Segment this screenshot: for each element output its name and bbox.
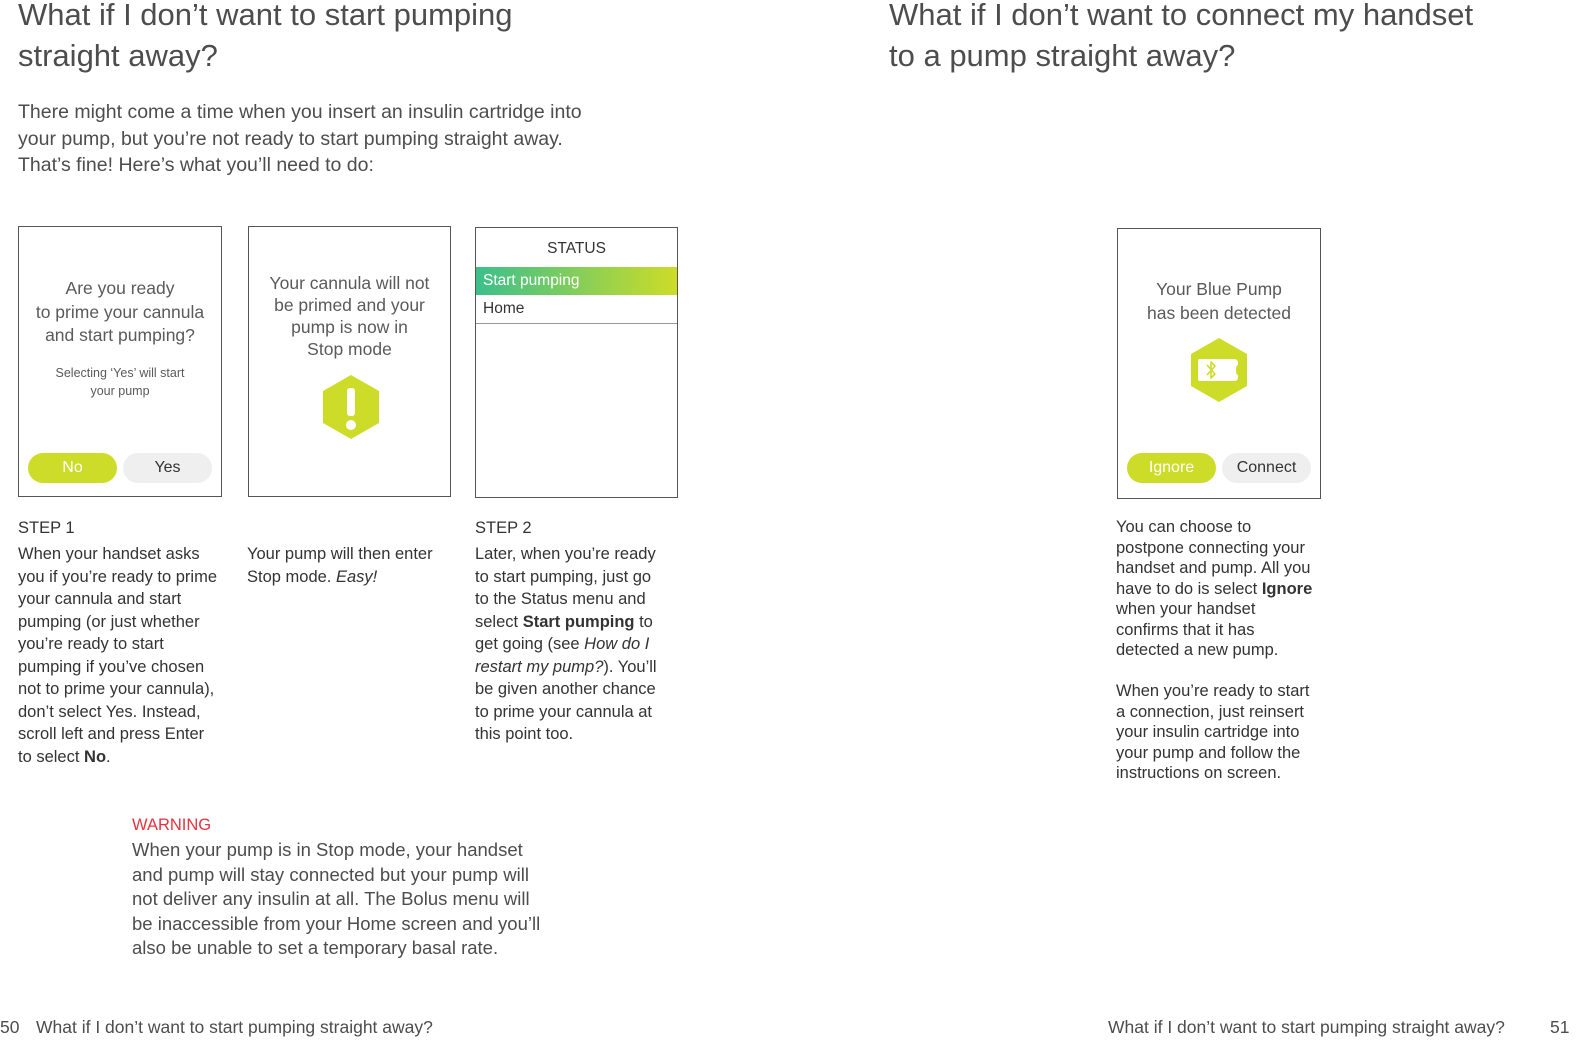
step2-text-italic: How do I restart my pump? (475, 635, 650, 676)
step2-text-1: Later, when you’re ready to start pumping, just go to the Status menu and select (475, 545, 656, 631)
handset-screen-stop-mode (248, 226, 451, 497)
handset-screen-status-menu (475, 227, 678, 498)
right-heading: What if I don’t want to connect my handset to a pump straight away? (889, 0, 1474, 73)
step1-label: STEP 1 (18, 519, 75, 537)
step1-text-end: . (106, 747, 111, 766)
yes-button[interactable]: Yes (123, 453, 212, 483)
step2-label: STEP 2 (475, 519, 532, 537)
left-heading: What if I don’t want to start pumping straight away? (18, 0, 513, 73)
bluetooth-pump-icon (1190, 337, 1248, 403)
step2-text-3: ). You’ll be given another chance to prime your cannula at this point too. (475, 657, 657, 743)
step2-text-2: to get going (see (475, 612, 653, 653)
step2-text-bold: Start pumping (522, 612, 635, 631)
step2-text (475, 543, 667, 746)
status-menu-header: STATUS (547, 240, 606, 257)
right-footer-title: What if I don’t want to start pumping straight away? (1108, 1017, 1505, 1037)
left-intro: There might come a time when you insert an insulin cartridge into your pump, but you’re not ready to start pumping straight away. That’s fine! Here’s what you’ll need to do: (18, 101, 582, 176)
menu-item-start-pumping[interactable]: Start pumping (476, 267, 677, 295)
no-button[interactable]: No (28, 453, 117, 483)
pump-detected-title: Your Blue Pump has been detected (1146, 279, 1291, 323)
connect-button[interactable]: Connect (1222, 453, 1311, 483)
right-para1-end: when your handset confirms that it has detected a new pump. (1116, 600, 1279, 659)
stop-mode-caption-text: Your pump will then enter Stop mode. (247, 545, 433, 586)
warning-hexagon-icon (322, 374, 380, 440)
right-para1-bold: Ignore (1261, 579, 1313, 598)
stop-mode-caption (247, 543, 452, 588)
step1-text (18, 543, 220, 768)
right-para1 (1116, 517, 1321, 661)
right-para1-text: You can choose to postpone connecting your handset and pump. All you have to do is select (1116, 518, 1311, 598)
right-para2: When you’re ready to start a connection, just reinsert your insulin cartridge into your pump and follow the instructions on screen. (1116, 682, 1310, 782)
handset-screen-pump-detected (1117, 228, 1321, 499)
step1-text-main: When your handset asks you if you’re ready to prime your cannula and start pumping (or just whether you’re ready to start pumping if you’ve chosen not to prime your cannula), don’t select Yes. Instead, scroll left and press Enter to select (18, 545, 218, 766)
handset-screen-prime-prompt (18, 226, 222, 497)
left-footer-title: What if I don’t want to start pumping straight away? (36, 1017, 433, 1037)
warning-label: WARNING (132, 816, 212, 834)
menu-item-home[interactable]: Home (476, 295, 677, 324)
step1-text-bold: No (84, 747, 107, 766)
right-page-number: 51 (1550, 1017, 1570, 1037)
ignore-button[interactable]: Ignore (1127, 453, 1216, 483)
warning-text: When your pump is in Stop mode, your handset and pump will stay connected but your pump will not deliver any insulin at all. The Bolus menu will be inaccessible from your Home screen and you’ll also be unable to set a temporary basal rate. (132, 839, 541, 958)
prime-prompt-subtitle: Selecting ‘Yes’ will start your pump (55, 366, 185, 398)
stop-mode-caption-italic: Easy! (335, 567, 378, 586)
prime-prompt-title: Are you ready to prime your cannula and start pumping? (35, 278, 205, 345)
left-page-number: 50 (0, 1017, 20, 1037)
stop-mode-message: Your cannula will not be primed and your pump is now in Stop mode (269, 273, 430, 359)
